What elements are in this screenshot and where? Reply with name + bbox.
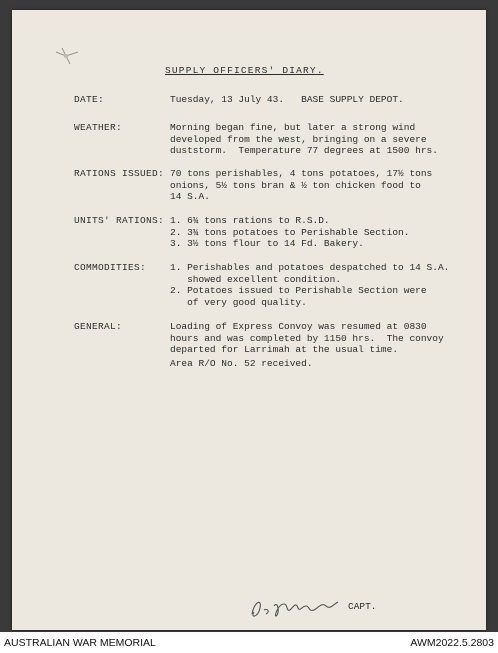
entry-text <box>170 215 409 250</box>
entry-label: COMMODITIES: <box>74 262 147 273</box>
entry-line: 1. Perishables and potatoes despatched to 14 S.A. <box>170 262 450 273</box>
entry-line: Tuesday, 13 July 43. BASE SUPPLY DEPOT. <box>170 94 404 105</box>
institution-name: AUSTRALIAN WAR MEMORIAL <box>4 637 156 649</box>
entry-line: 2. 3¾ tons potatoes to Perishable Section. <box>170 226 410 238</box>
entry-label: DATE: <box>74 94 105 105</box>
rank-label: CAPT. <box>348 601 377 612</box>
entry-line: developed from the west, bringing on a severe <box>170 133 427 145</box>
entry-text <box>170 94 404 106</box>
entry-line: 70 tons perishables, 4 tons potatoes, 17½ tons <box>170 168 433 179</box>
entry-line: departed for Larrimah at the usual time. <box>170 344 399 355</box>
entry-label: GENERAL: <box>74 321 123 332</box>
entry-text <box>170 358 313 370</box>
entry-line: 2. Potatoes issued to Perishable Section were <box>170 285 427 296</box>
signature <box>244 592 344 622</box>
accession-number: AWM2022.5.2803 <box>410 637 494 649</box>
entry-line: onions, 5½ tons bran & ½ ton chicken food to <box>170 179 421 191</box>
entry-label: WEATHER: <box>74 122 123 133</box>
entry-line: duststorm. Temperature 77 degrees at 1500 hrs. <box>170 145 438 156</box>
entry-line: Loading of Express Convoy was resumed at 0830 <box>170 321 427 332</box>
entry-line: 1. 6¾ tons rations to R.S.D. <box>170 215 330 226</box>
entry-label: UNITS' RATIONS: <box>74 215 165 226</box>
punch-hole-mark <box>52 44 82 68</box>
entry-line: of very good quality. <box>170 296 307 308</box>
entry-label: RATIONS ISSUED: <box>74 168 165 179</box>
entry-line: 3. 3½ tons flour to 14 Fd. Bakery. <box>170 238 364 249</box>
entry-line: Area R/O No. 52 received. <box>170 358 313 369</box>
entry-text <box>170 321 444 356</box>
entry-line: Morning began fine, but later a strong wind <box>170 122 416 133</box>
document-page <box>12 10 486 630</box>
entry-text <box>170 262 449 308</box>
archive-footer <box>0 632 498 653</box>
entry-line: 14 S.A. <box>170 191 210 202</box>
diary-title: SUPPLY OFFICERS' DIARY. <box>165 65 324 76</box>
entry-text <box>170 122 438 157</box>
entry-line: showed excellent condition. <box>170 273 342 285</box>
entry-line: hours and was completed by 1150 hrs. The convoy <box>170 332 444 344</box>
entry-text <box>170 168 432 203</box>
